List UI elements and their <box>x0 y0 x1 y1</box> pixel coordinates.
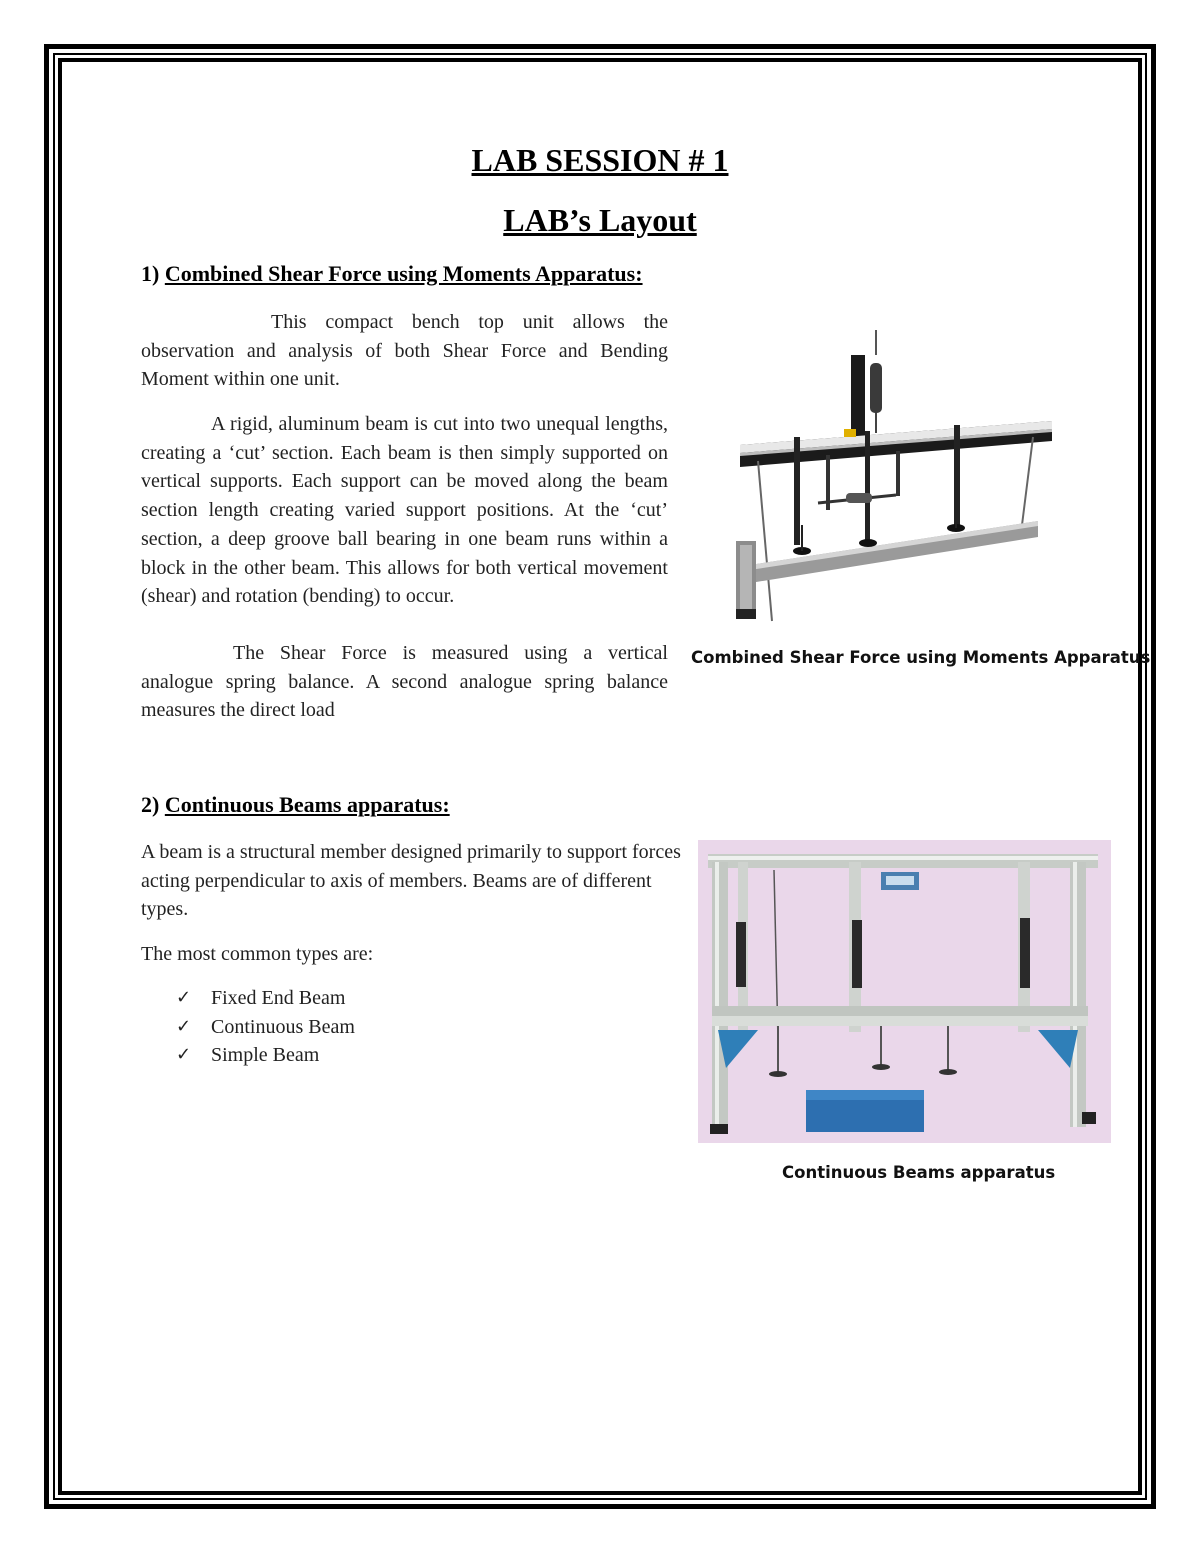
beam-type-continuous: Continuous Beam <box>211 1015 355 1038</box>
list-item <box>176 984 355 1013</box>
shear-force-apparatus-image <box>700 325 1100 625</box>
figure1-caption: Combined Shear Force using Moments Apparatus <box>691 648 1151 667</box>
list-item <box>176 1041 355 1070</box>
section1-paragraph-3: The Shear Force is measured using a vertical analogue spring balance. A second analogue spring balance measures the direct load <box>141 642 668 722</box>
check-icon: ✓ <box>176 987 192 1008</box>
list-item <box>176 1013 355 1042</box>
section1-paragraph-2: A rigid, aluminum beam is cut into two unequal lengths, creating a ‘cut’ section. Each beam is then simply supported on vertical supports. Each support can be moved along the beam section length creating varied support positions. At the ‘cut’ section, a deep groove ball bearing in one beam runs within a block in the other beam. This allows for both vertical movement (shear) and rotation (bending) to occur. <box>141 413 668 608</box>
section2-paragraph-2: The most common types are: <box>141 943 374 965</box>
check-icon: ✓ <box>176 1044 192 1065</box>
section1-title: Combined Shear Force using Moments Apparatus: <box>164 261 643 286</box>
lab-layout-subtitle: LAB’s Layout <box>503 202 697 238</box>
beam-type-simple: Simple Beam <box>211 1044 320 1066</box>
beam-types-list <box>176 984 355 1070</box>
section1-number: 1) <box>141 261 160 286</box>
section2-paragraph-1: A beam is a structural member designed primarily to support forces acting perpendicular to axis of members. Beams are of different types. <box>141 841 681 921</box>
continuous-beams-apparatus-image <box>698 840 1111 1143</box>
section2-heading <box>141 792 450 818</box>
beam-type-fixed-end: Fixed End Beam <box>211 987 346 1009</box>
section2-number: 2) <box>141 792 160 817</box>
lab-session-title: LAB SESSION # 1 <box>471 142 729 178</box>
check-icon: ✓ <box>176 1015 192 1037</box>
section2-title: Continuous Beams apparatus: <box>164 792 450 817</box>
section1-heading <box>141 261 643 287</box>
section1-paragraph-1: This compact bench top unit allows the observation and analysis of both Shear Force and Bending Moment within one unit. <box>141 311 668 391</box>
figure2-caption: Continuous Beams apparatus <box>782 1163 1056 1182</box>
